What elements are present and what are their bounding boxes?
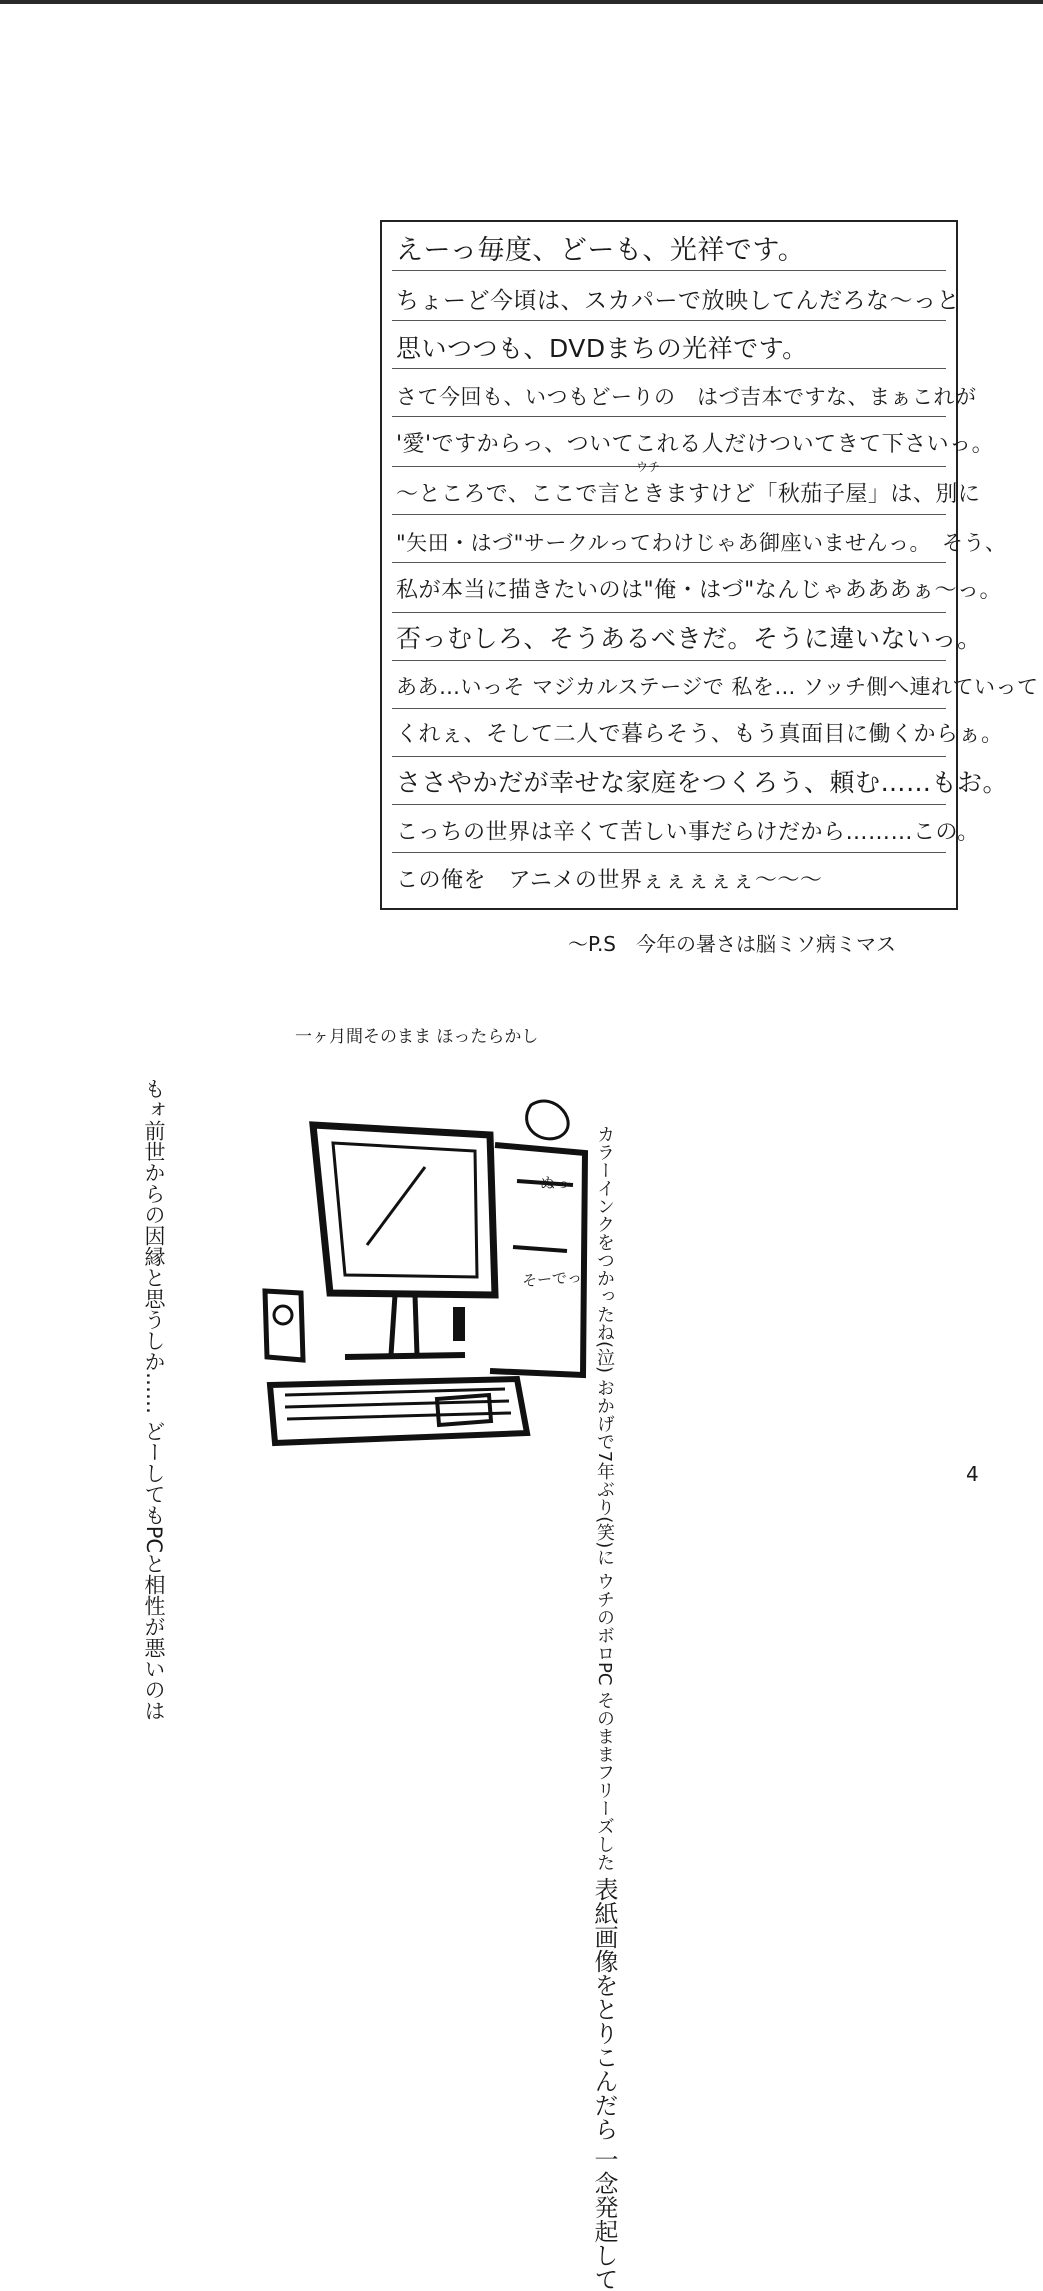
letter-line: 私が本当に描きたいのは"俺・はづ"なんじゃあああぁ〜っ。 — [396, 578, 1003, 603]
ruled-line — [392, 320, 946, 321]
letter-line: "矢田・はづ"サークルってわけじゃあ御座いませんっ。 そう、 — [396, 531, 1007, 555]
ruled-line — [392, 804, 946, 805]
sketch-note-right — [592, 1125, 616, 2291]
ruled-line — [392, 416, 946, 417]
note-right-line: おかげで7年ぶり(笑)に — [594, 1378, 615, 1567]
note-right-line: そのままフリーズした — [594, 1691, 615, 1872]
letter-line: くれぇ、そして二人で暮らそう、もう真面目に働くからぁ。 — [396, 722, 1004, 747]
letter-line: さて今回も、いつもどーりの はづ吉本ですな、まぁこれが — [396, 385, 977, 409]
ruled-line — [392, 562, 946, 563]
letter-line: ああ…いっそ マジカルステージで 私を… ソッチ側へ連れていって — [396, 675, 1039, 699]
note-right-line: 表紙画像をとりこんだら — [590, 1876, 618, 2141]
ruled-line — [392, 368, 946, 369]
sketch-caption-top: 一ヶ月間そのまま ほったらかし — [295, 1027, 539, 1047]
scan-edge — [0, 0, 1043, 4]
ruled-line — [392, 612, 946, 613]
ruby-annotation: ウチ — [636, 460, 661, 474]
letter-line: 思いつつも、DVDまちの光祥です。 — [396, 334, 808, 363]
postscript: 〜P.S 今年の暑さは脳ミソ病ミマス — [568, 932, 896, 956]
letter-line: こっちの世界は辛くて苦しい事だらけだから………この。 — [396, 820, 980, 845]
letter-line: ささやかだが幸せな家庭をつくろう、頼む……もお。 — [396, 768, 1009, 797]
note-left-line: どーしてもPCと相性が悪いのは — [142, 1420, 166, 1722]
letter-line: 〜ところで、ここで言ときますけど「秋茄子屋」は、別に — [396, 482, 981, 507]
letter-line: 否っむしろ、そうあるべきだ。そうに違いないっ。 — [396, 624, 983, 653]
note-right-line: ウチのボロPC — [594, 1572, 615, 1686]
note-right-line: カラーインクをつかったね(泣) — [594, 1125, 615, 1374]
pc-label-a: ぬっ — [540, 1174, 571, 1192]
ruled-line — [392, 708, 946, 709]
letter-line: ちょーど今頃は、スカパーで放映してんだろな〜っと — [396, 288, 960, 314]
letter-line: えーっ毎度、どーも、光祥です。 — [396, 235, 806, 266]
letter-box — [380, 220, 1039, 910]
ruled-line — [392, 514, 946, 515]
note-right-line: 一念発起して — [590, 2146, 618, 2291]
ruled-line — [392, 660, 946, 661]
note-left-line: もォ前世からの因縁と思うしか…… — [142, 1078, 166, 1414]
ruled-line — [392, 852, 946, 853]
letter-line: '愛'ですからっ、ついてこれる人だけついてきて下さいっ。 — [396, 432, 995, 457]
page-number: 4 — [966, 1462, 979, 1486]
ruled-line — [392, 270, 946, 271]
letter-line: この俺を アニメの世界ぇぇぇぇぇ〜〜〜 — [396, 868, 823, 893]
pc-label-b: そーでっ — [521, 1267, 583, 1291]
ruled-line — [392, 756, 946, 757]
sketch-note-left — [140, 1078, 168, 1721]
ruled-line — [392, 466, 946, 467]
